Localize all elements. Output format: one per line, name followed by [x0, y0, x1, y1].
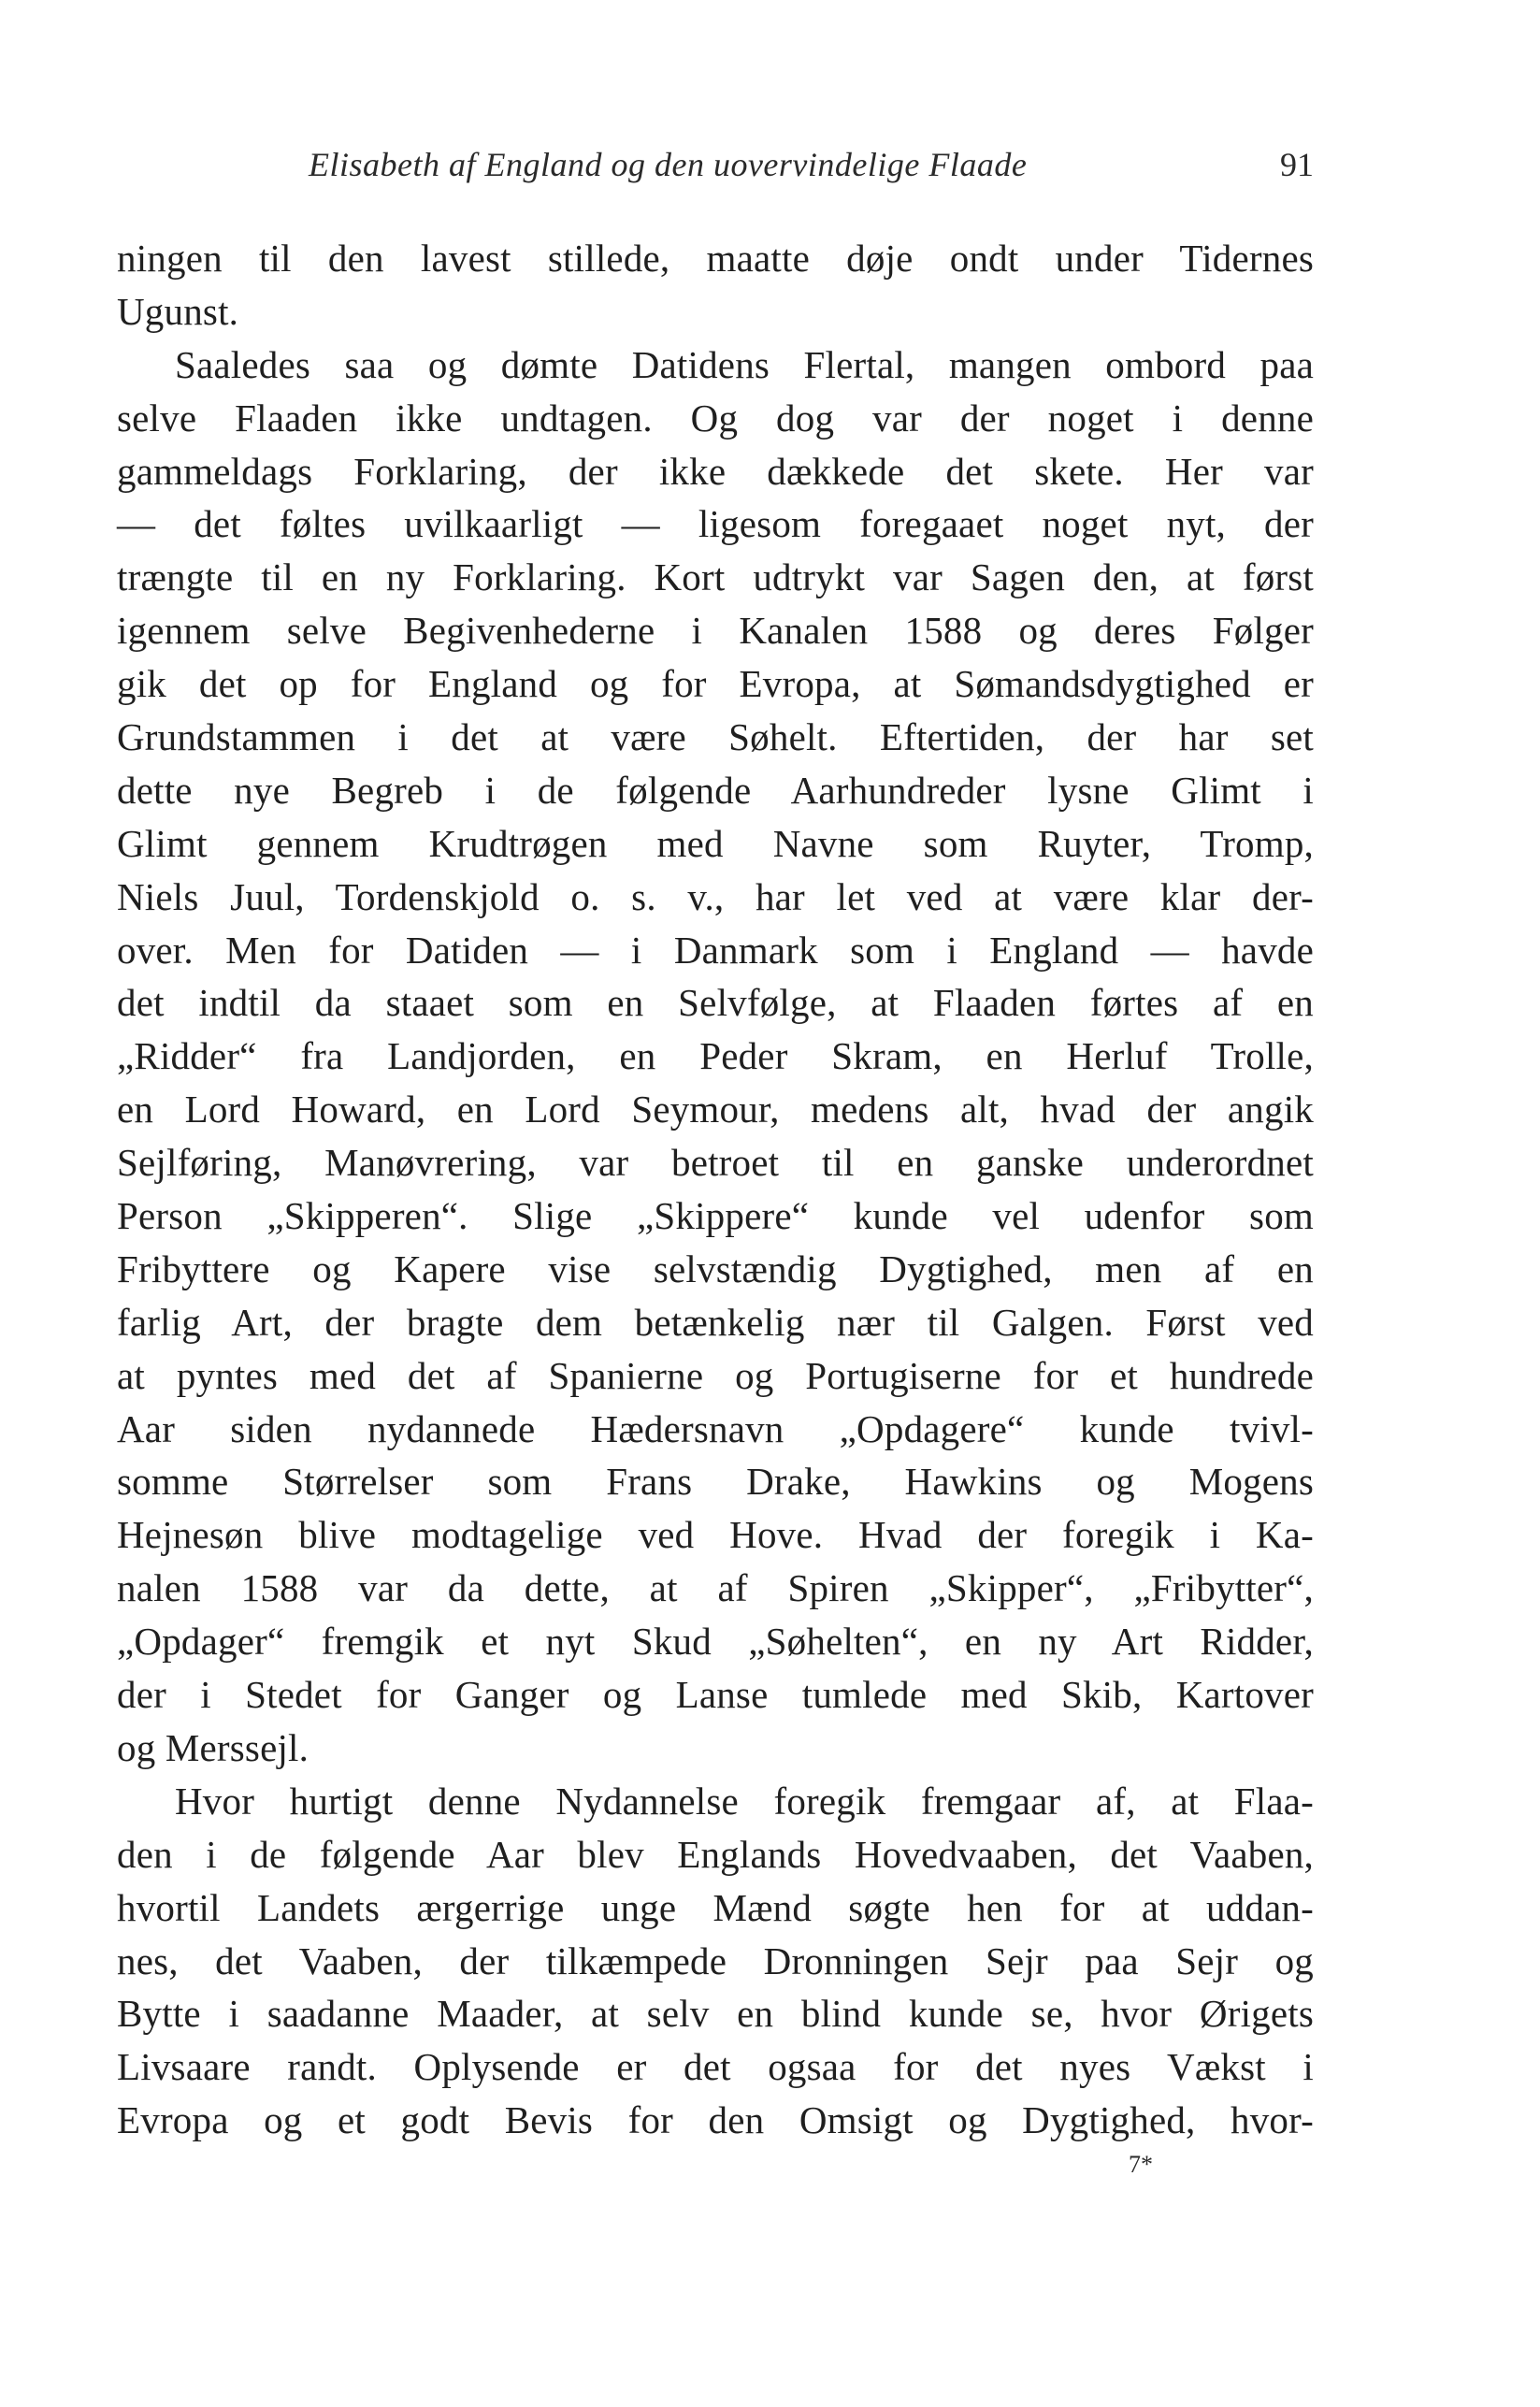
- text-line: at pyntes med det af Spanierne og Portugiserne for et hundrede: [117, 1353, 1314, 1397]
- text-line: igennem selve Begivenhederne i Kanalen 1588 og deres Følger: [117, 609, 1314, 653]
- text-line: Aar siden nydannede Hædersnavn „Opdagere“ kunde tvivl-: [117, 1406, 1314, 1450]
- text-line: Bytte i saadanne Maader, at selv en blind kunde se, hvor Ørigets: [117, 1992, 1314, 2036]
- text-line: Ugunst.: [117, 289, 239, 333]
- text-line: Evropa og et godt Bevis for den Omsigt og Dygtighed, hvor-: [117, 2098, 1314, 2142]
- running-title: Elisabeth af England og den uovervindelige Flaade: [309, 146, 1028, 183]
- text-line: Glimt gennem Krudtrøgen med Navne som Ruyter, Tromp,: [117, 821, 1314, 865]
- text-line: Fribyttere og Kapere vise selvstændig Dygtighed, men af en: [117, 1247, 1314, 1290]
- text-line: gik det op for England og for Evropa, at Sømandsdygtighed er: [117, 662, 1314, 706]
- text-line: dette nye Begreb i de følgende Aarhundreder lysne Glimt i: [117, 768, 1314, 812]
- text-line: og Merssejl.: [117, 1725, 309, 1769]
- text-line: det indtil da staaet som en Selvfølge, at Flaaden førtes af en: [117, 981, 1314, 1025]
- text-line: „Opdager“ fremgik et nyt Skud „Søhelten“, en ny Art Ridder,: [117, 1620, 1314, 1664]
- text-line: Sejlføring, Manøvrering, var betroet til en ganske underordnet: [117, 1141, 1314, 1185]
- text-line: hvortil Landets ærgerrige unge Mænd søgte hen for at uddan-: [117, 1885, 1314, 1929]
- text-line: Niels Juul, Tordenskjold o. s. v., har let ved at være klar der-: [117, 874, 1314, 918]
- text-line: gammeldags Forklaring, der ikke dækkede det skete. Her var: [117, 449, 1314, 493]
- text-line: Person „Skipperen“. Slige „Skippere“ kunde vel udenfor som: [117, 1194, 1314, 1238]
- text-line: nes, det Vaaben, der tilkæmpede Dronningen Sejr paa Sejr og: [117, 1939, 1314, 1982]
- page-number: 91: [1280, 146, 1314, 183]
- text-line: selve Flaaden ikke undtagen. Og dog var der noget i denne: [117, 396, 1314, 440]
- text-line: den i de følgende Aar blev Englands Hovedvaaben, det Vaaben,: [117, 1832, 1314, 1876]
- text-line: farlig Art, der bragte dem betænkelig nær til Galgen. Først ved: [117, 1300, 1314, 1344]
- running-header: [117, 145, 1314, 192]
- body-text: [117, 232, 1314, 2147]
- text-line: Grundstammen i det at være Søhelt. Eftertiden, der har set: [117, 715, 1314, 759]
- text-line: — det føltes uvilkaarligt — ligesom foregaaet noget nyt, der: [117, 502, 1314, 546]
- text-line: der i Stedet for Ganger og Lanse tumlede med Skib, Kartover: [117, 1673, 1314, 1717]
- text-line: trængte til en ny Forklaring. Kort udtrykt var Sagen den, at først: [117, 555, 1314, 599]
- text-line: Saaledes saa og dømte Datidens Flertal, mangen ombord paa: [175, 342, 1314, 386]
- text-line: en Lord Howard, en Lord Seymour, medens alt, hvad der angik: [117, 1088, 1314, 1131]
- text-line: Livsaare randt. Oplysende er det ogsaa for det nyes Vækst i: [117, 2045, 1314, 2089]
- text-line: nalen 1588 var da dette, at af Spiren „Skipper“, „Fribytter“,: [117, 1566, 1314, 1610]
- text-line: ningen til den lavest stillede, maatte døje ondt under Tidernes: [117, 237, 1314, 280]
- signature-mark: 7*: [1129, 2151, 1153, 2178]
- text-line: somme Størrelser som Frans Drake, Hawkins og Mogens: [117, 1460, 1314, 1504]
- text-line: over. Men for Datiden — i Danmark som i England — havde: [117, 928, 1314, 972]
- text-line: „Ridder“ fra Landjorden, en Peder Skram, en Herluf Trolle,: [117, 1034, 1314, 1078]
- text-line: Hvor hurtigt denne Nydannelse foregik fremgaar af, at Flaa-: [175, 1779, 1314, 1823]
- text-line: Hejnesøn blive modtagelige ved Hove. Hvad der foregik i Ka-: [117, 1513, 1314, 1557]
